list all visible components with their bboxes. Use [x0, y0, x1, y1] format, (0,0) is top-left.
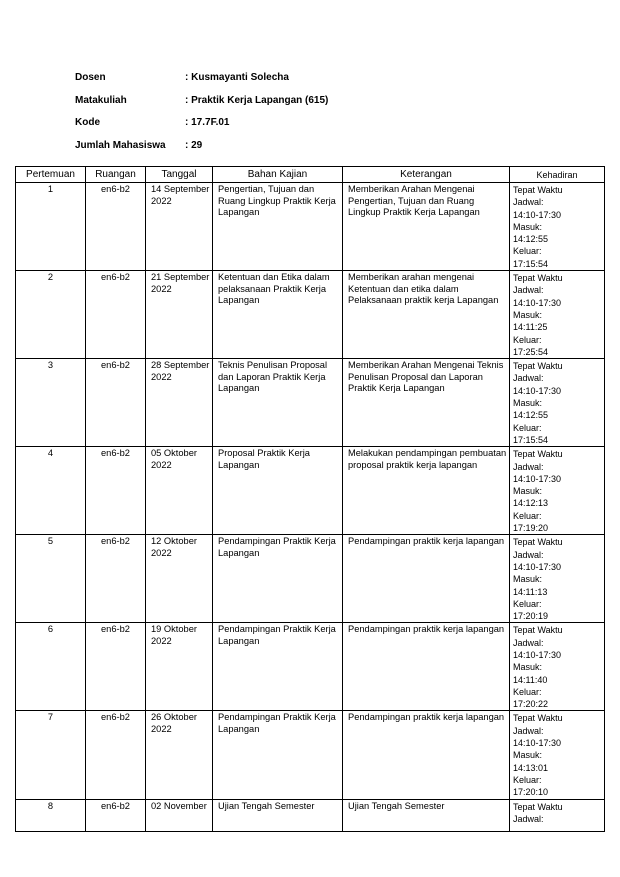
kehadiran-line: Keluar: [513, 510, 542, 521]
kehadiran-line: 14:10-17:30 [513, 649, 562, 660]
cell-kehadiran [510, 623, 605, 711]
header-tanggal: Tanggal [146, 167, 213, 183]
cell-bahan-kajian: Ketentuan dan Etika dalam pelaksanaan Praktik Kerja Lapangan [213, 271, 343, 359]
kehadiran-line: Tepat Waktu [513, 449, 563, 460]
kehadiran-line: 14:10-17:30 [513, 209, 562, 220]
kehadiran-line: Tepat Waktu [513, 713, 563, 724]
cell-tanggal: 26 Oktober 2022 [146, 711, 213, 799]
cell-keterangan: Pendampingan praktik kerja lapangan [343, 711, 510, 799]
info-row-dosen [75, 72, 328, 95]
kehadiran-line: Masuk: [513, 662, 543, 673]
cell-keterangan: Pendampingan praktik kerja lapangan [343, 535, 510, 623]
kehadiran-line: 17:25:54 [513, 346, 549, 357]
kehadiran-line: 14:12:13 [513, 498, 549, 509]
table-row [16, 535, 605, 623]
header-kehadiran: Kehadiran [510, 167, 605, 183]
cell-bahan-kajian: Teknis Penulisan Proposal dan Laporan Praktik Kerja Lapangan [213, 359, 343, 447]
cell-ruangan: en6-b2 [86, 535, 146, 623]
cell-tanggal: 12 Oktober 2022 [146, 535, 213, 623]
kehadiran-line: Masuk: [513, 221, 543, 232]
cell-keterangan: Memberikan arahan mengenai Ketentuan dan etika dalam Pelaksanaan praktik kerja Lapangan [343, 271, 510, 359]
kehadiran-line: Jadwal: [513, 197, 544, 208]
cell-ruangan: en6-b2 [86, 799, 146, 831]
kehadiran-line: Tepat Waktu [513, 801, 563, 812]
table-row [16, 799, 605, 831]
info-value: : 29 [185, 139, 203, 151]
info-row-kode [75, 117, 328, 140]
cell-kehadiran [510, 799, 605, 831]
cell-ruangan: en6-b2 [86, 183, 146, 271]
cell-keterangan: Memberikan Arahan Mengenai Pengertian, Tujuan dan Ruang Lingkup Praktik Kerja Lapangan [343, 183, 510, 271]
table-row [16, 271, 605, 359]
kehadiran-line: 14:12:55 [513, 234, 549, 245]
kehadiran-line: Tepat Waktu [513, 273, 563, 284]
header-bahan-kajian: Bahan Kajian [213, 167, 343, 183]
cell-tanggal: 02 November [146, 799, 213, 831]
cell-pertemuan: 1 [16, 183, 86, 271]
kehadiran-line: Masuk: [513, 750, 543, 761]
cell-pertemuan: 8 [16, 799, 86, 831]
kehadiran-line: Jadwal: [513, 461, 544, 472]
kehadiran-line: Tepat Waktu [513, 185, 563, 195]
header-pertemuan: Pertemuan [16, 167, 86, 183]
kehadiran-line: 14:12:55 [513, 410, 549, 421]
kehadiran-line: Keluar: [513, 686, 542, 697]
kehadiran-line: Masuk: [513, 398, 543, 409]
kehadiran-line: Keluar: [513, 422, 542, 433]
kehadiran-line: 17:19:20 [513, 523, 549, 534]
table-row [16, 447, 605, 535]
table-row [16, 711, 605, 799]
kehadiran-line: 14:10-17:30 [513, 297, 562, 308]
cell-kehadiran [510, 359, 605, 447]
kehadiran-line: 14:11:25 [513, 322, 548, 333]
kehadiran-line: Keluar: [513, 334, 542, 345]
cell-pertemuan: 7 [16, 711, 86, 799]
cell-kehadiran [510, 183, 605, 271]
cell-kehadiran [510, 535, 605, 623]
info-value: : Praktik Kerja Lapangan (615) [185, 94, 329, 106]
kehadiran-line: Masuk: [513, 574, 543, 585]
cell-tanggal: 14 September 2022 [146, 183, 213, 271]
info-value: : 17.7F.01 [185, 117, 230, 128]
info-value: : Kusmayanti Solecha [185, 72, 289, 83]
cell-kehadiran [510, 711, 605, 799]
cell-ruangan: en6-b2 [86, 271, 146, 359]
kehadiran-line: Tepat Waktu [513, 537, 563, 548]
kehadiran-line: Tepat Waktu [513, 361, 563, 372]
kehadiran-line: 17:15:54 [513, 434, 549, 445]
kehadiran-line: 17:20:10 [513, 787, 549, 798]
kehadiran-line: Jadwal: [513, 637, 544, 648]
kehadiran-line: 14:11:40 [513, 674, 548, 685]
info-row-matakuliah [75, 95, 328, 118]
cell-keterangan: Memberikan Arahan Mengenai Teknis Penulisan Proposal dan Laporan Praktik Kerja Lapangan [343, 359, 510, 447]
cell-tanggal: 21 September 2022 [146, 271, 213, 359]
cell-tanggal: 05 Oktober 2022 [146, 447, 213, 535]
cell-pertemuan: 5 [16, 535, 86, 623]
table-header-row [16, 167, 605, 183]
kehadiran-line: 14:10-17:30 [513, 561, 562, 572]
header-ruangan: Ruangan [86, 167, 146, 183]
kehadiran-line: Masuk: [513, 309, 543, 320]
header-keterangan: Keterangan [343, 167, 510, 183]
table-row [16, 359, 605, 447]
cell-pertemuan: 4 [16, 447, 86, 535]
kehadiran-line: Jadwal: [513, 813, 544, 824]
kehadiran-line: 14:10-17:30 [513, 473, 562, 484]
cell-tanggal: 28 September 2022 [146, 359, 213, 447]
kehadiran-line: Keluar: [513, 246, 542, 257]
cell-pertemuan: 3 [16, 359, 86, 447]
kehadiran-line: Keluar: [513, 774, 542, 785]
course-info [75, 72, 328, 162]
info-label: Kode [75, 117, 100, 128]
cell-keterangan: Melakukan pendampingan pembuatan proposal praktik kerja lapangan [343, 447, 510, 535]
cell-keterangan: Pendampingan praktik kerja lapangan [343, 623, 510, 711]
cell-kehadiran [510, 447, 605, 535]
kehadiran-line: 17:20:22 [513, 699, 549, 710]
cell-ruangan: en6-b2 [86, 623, 146, 711]
kehadiran-line: Jadwal: [513, 285, 544, 296]
cell-pertemuan: 6 [16, 623, 86, 711]
table-row [16, 183, 605, 271]
kehadiran-line: Masuk: [513, 486, 543, 497]
info-row-jumlah-mahasiswa [75, 140, 328, 163]
kehadiran-line: Keluar: [513, 598, 542, 609]
cell-bahan-kajian: Ujian Tengah Semester [213, 799, 343, 831]
kehadiran-line: 17:20:19 [513, 611, 549, 622]
kehadiran-line: Jadwal: [513, 725, 544, 736]
cell-pertemuan: 2 [16, 271, 86, 359]
kehadiran-line: 14:13:01 [513, 762, 549, 773]
attendance-table [15, 166, 605, 832]
cell-tanggal: 19 Oktober 2022 [146, 623, 213, 711]
info-label: Jumlah Mahasiswa [75, 139, 166, 151]
kehadiran-line: Tepat Waktu [513, 625, 563, 636]
cell-ruangan: en6-b2 [86, 711, 146, 799]
cell-ruangan: en6-b2 [86, 359, 146, 447]
kehadiran-line: 14:10-17:30 [513, 385, 562, 396]
cell-bahan-kajian: Pendampingan Praktik Kerja Lapangan [213, 623, 343, 711]
cell-bahan-kajian: Pendampingan Praktik Kerja Lapangan [213, 711, 343, 799]
kehadiran-line: 17:15:54 [513, 258, 549, 269]
info-label: Dosen [75, 72, 106, 83]
info-label: Matakuliah [75, 94, 127, 106]
kehadiran-line: Jadwal: [513, 549, 544, 560]
table-row [16, 623, 605, 711]
cell-bahan-kajian: Pendampingan Praktik Kerja Lapangan [213, 535, 343, 623]
kehadiran-line: 14:11:13 [513, 586, 548, 597]
cell-bahan-kajian: Proposal Praktik Kerja Lapangan [213, 447, 343, 535]
kehadiran-line: Jadwal: [513, 373, 544, 384]
cell-bahan-kajian: Pengertian, Tujuan dan Ruang Lingkup Praktik Kerja Lapangan [213, 183, 343, 271]
cell-keterangan: Ujian Tengah Semester [343, 799, 510, 831]
cell-ruangan: en6-b2 [86, 447, 146, 535]
kehadiran-line: 14:10-17:30 [513, 738, 562, 749]
cell-kehadiran [510, 271, 605, 359]
